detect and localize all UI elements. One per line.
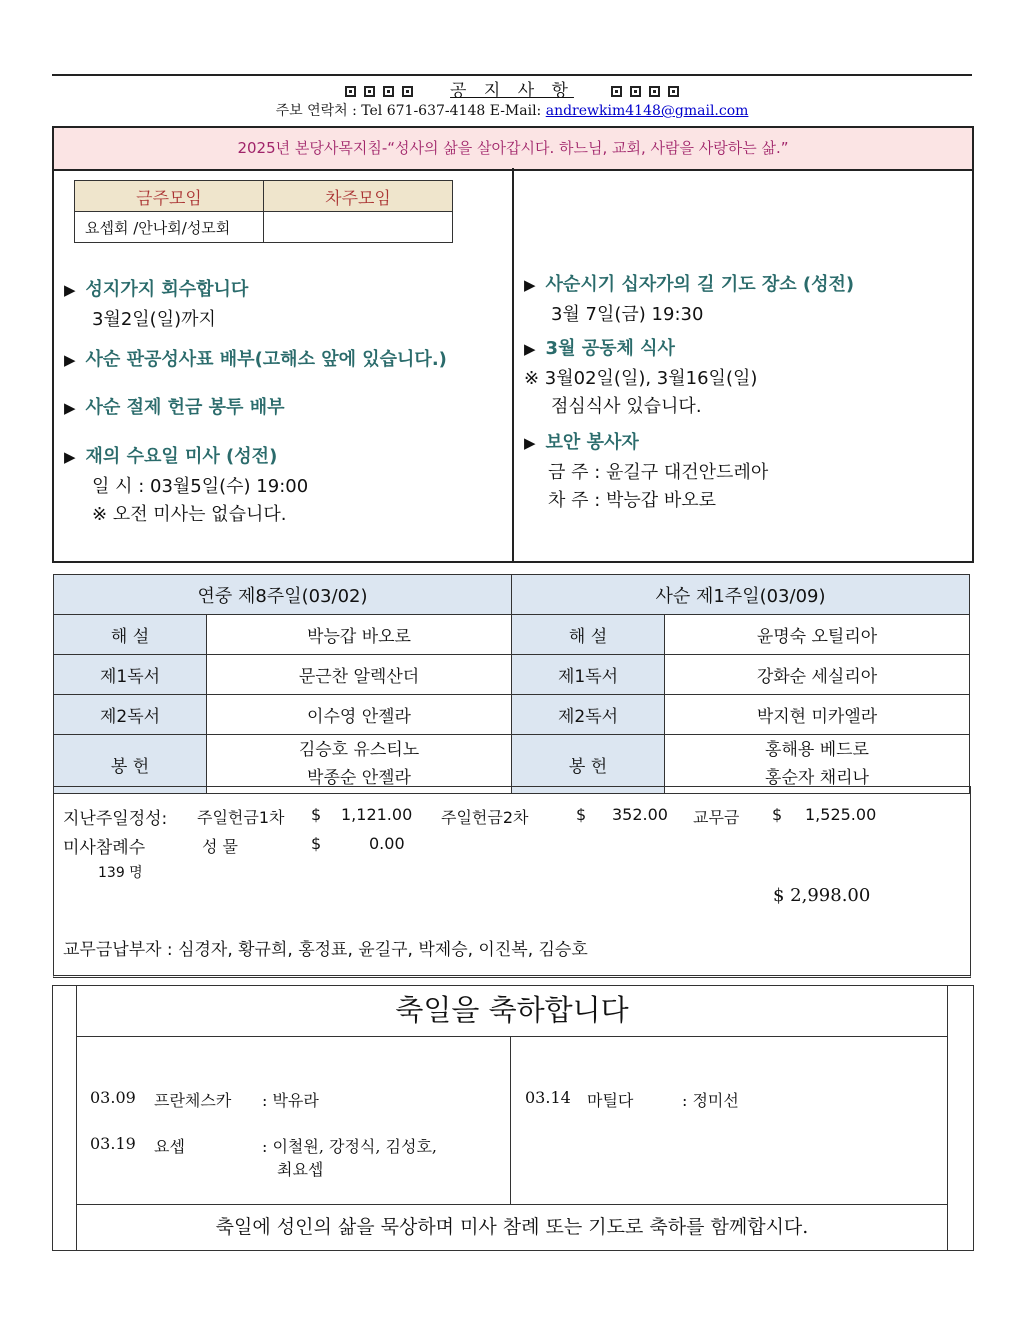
role-label: 제2독서 (54, 695, 207, 735)
square-icon (611, 86, 622, 97)
next-week-meeting-value (264, 212, 453, 243)
feast-box (52, 985, 974, 1251)
role-label: 봉 헌 (512, 735, 665, 794)
notice-line: 3월 7일(금) 19:30 (551, 304, 704, 325)
attendance-count: 139 명 (98, 865, 143, 881)
week2-person: 강화순 세실리아 (665, 655, 970, 695)
week2-person: 박지현 미카엘라 (665, 695, 970, 735)
role-label: 봉 헌 (54, 735, 207, 794)
goods-label: 성 물 (202, 837, 238, 856)
notice-ash-wednesday (64, 442, 308, 526)
notice-title: 사순 판공성사표 배부(고해소 앞에 있습니다.) (85, 349, 447, 370)
this-week-meeting-value: 요셉회 /안나회/성모회 (75, 212, 264, 243)
notice-title: 성지가지 회수합니다 (85, 279, 249, 300)
week2-header: 사순 제1주일(03/09) (512, 575, 970, 615)
notice-line: 일 시 : 03월5일(수) 19:00 (92, 476, 309, 497)
square-icon (668, 86, 679, 97)
week1-person: 이수영 안젤라 (207, 695, 512, 735)
feast-date: 03.14 (525, 1088, 571, 1107)
week2-person: 윤명숙 오틸리아 (665, 615, 970, 655)
title-text: 공 지 사 항 (450, 81, 574, 101)
feast-date: 03.19 (90, 1134, 136, 1153)
notice-line: 금 주 : 윤길구 대건안드레아 (548, 462, 769, 483)
contact-line (52, 100, 972, 120)
notice-line: 점심식사 있습니다. (551, 396, 702, 417)
email-link[interactable]: andrewkim4148@gmail.com (545, 103, 749, 119)
notice-line: 3월2일(일)까지 (92, 309, 216, 330)
triangle-bullet-icon: ▶ (64, 351, 76, 369)
role-label: 해 설 (54, 615, 207, 655)
currency: $ (772, 805, 783, 824)
square-icon (630, 86, 641, 97)
square-icon (649, 86, 660, 97)
notice-divider (512, 168, 514, 561)
notice-title: 재의 수요일 미사 (성전) (85, 446, 278, 467)
feast-names: : 이철원, 강정식, 김성호, (262, 1137, 438, 1156)
square-icon (402, 86, 413, 97)
last-week-label: 지난주일정성: (63, 809, 168, 829)
role-label: 제2독서 (512, 695, 665, 735)
second-offering-label: 주일헌금2차 (441, 808, 529, 827)
square-icon (383, 86, 394, 97)
contact-text: 주보 연락처 : Tel 671-637-4148 E-Mail: (275, 103, 546, 119)
notice-security (524, 428, 768, 512)
week1-person: 박종순 안젤라 (307, 768, 411, 788)
feast-list (77, 1037, 947, 1205)
week2-person: 홍순자 채리나 (765, 768, 869, 788)
notice-title: 3월 공동체 식사 (545, 338, 675, 359)
feast-date: 03.09 (90, 1088, 136, 1107)
week1-person: 문근찬 알렉산더 (207, 655, 512, 695)
notice-title: 사순시기 십자가의 길 기도 장소 (성전) (545, 274, 855, 295)
next-week-meeting-header: 차주모임 (264, 181, 453, 212)
pastoral-policy: 2025년 본당사목지침-“성사의 삶을 살아갑시다. 하느님, 교회, 사람을 사랑하는 삶.” (52, 126, 974, 171)
feast-title: 축일을 축하합니다 (77, 986, 947, 1037)
meetings-table (74, 180, 453, 243)
notice-line: ※ 3월02일(일), 3월16일(일) (524, 368, 758, 389)
square-icon (345, 86, 356, 97)
first-offering-amount: 1,121.00 (341, 805, 413, 824)
notice-envelope (64, 393, 285, 419)
week1-person: 김승호 유스티노 (298, 740, 420, 760)
square-icon (364, 86, 375, 97)
school-fund-amount: 1,525.00 (805, 805, 877, 824)
notice-palm (64, 275, 248, 331)
week2-person: 홍해용 베드로 (765, 740, 869, 760)
feast-saint: 마틸다 (587, 1091, 634, 1110)
finance-box (53, 786, 971, 978)
school-fund-label: 교무금 (693, 808, 740, 827)
notice-community-meal (524, 334, 757, 418)
triangle-bullet-icon: ▶ (64, 448, 76, 466)
week1-header: 연중 제8주일(03/02) (54, 575, 512, 615)
notice-line: 차 주 : 박능갑 바오로 (548, 490, 717, 511)
feast-saint: 요셉 (154, 1137, 185, 1156)
total-amount: $ 2,998.00 (773, 885, 871, 906)
table-row (54, 615, 970, 655)
table-row (54, 695, 970, 735)
feast-footer: 축일에 성인의 삶을 묵상하며 미사 참례 또는 기도로 축하를 함께합시다. (215, 1216, 809, 1238)
feast-names: 최요셉 (277, 1160, 324, 1179)
currency: $ (311, 805, 322, 824)
currency: $ (576, 805, 587, 824)
feast-saint: 프란체스카 (154, 1091, 232, 1110)
attendance-label: 미사참례수 (63, 838, 146, 858)
goods-amount: 0.00 (369, 834, 405, 853)
donors-list: 교무금납부자 : 심경자, 황규희, 홍정표, 윤길구, 박제승, 이진복, 김승호 (63, 940, 588, 960)
triangle-bullet-icon: ▶ (64, 281, 76, 299)
feast-names: : 정미선 (682, 1091, 739, 1110)
page-title (52, 76, 972, 101)
currency: $ (311, 834, 322, 853)
triangle-bullet-icon: ▶ (524, 276, 536, 294)
triangle-bullet-icon: ▶ (64, 399, 76, 417)
notice-title: 사순 절제 헌금 봉투 배부 (85, 397, 285, 418)
notice-stations (524, 270, 854, 326)
role-label: 해 설 (512, 615, 665, 655)
notice-confession (64, 345, 447, 371)
notice-line: ※ 오전 미사는 없습니다. (92, 504, 287, 525)
feast-divider (510, 1037, 511, 1204)
week2-offering (665, 735, 970, 794)
liturgy-schedule (53, 574, 970, 794)
second-offering-amount: 352.00 (612, 805, 668, 824)
feast-inner (76, 986, 948, 1250)
role-label: 제1독서 (54, 655, 207, 695)
table-row (54, 735, 970, 794)
triangle-bullet-icon: ▶ (524, 340, 536, 358)
first-offering-label: 주일헌금1차 (197, 808, 285, 827)
week1-person: 박능갑 바오로 (207, 615, 512, 655)
table-row (54, 655, 970, 695)
triangle-bullet-icon: ▶ (524, 434, 536, 452)
week1-offering (207, 735, 512, 794)
role-label: 제1독서 (512, 655, 665, 695)
feast-names: : 박유라 (262, 1091, 319, 1110)
notice-title: 보안 봉사자 (545, 432, 639, 453)
this-week-meeting-header: 금주모임 (75, 181, 264, 212)
